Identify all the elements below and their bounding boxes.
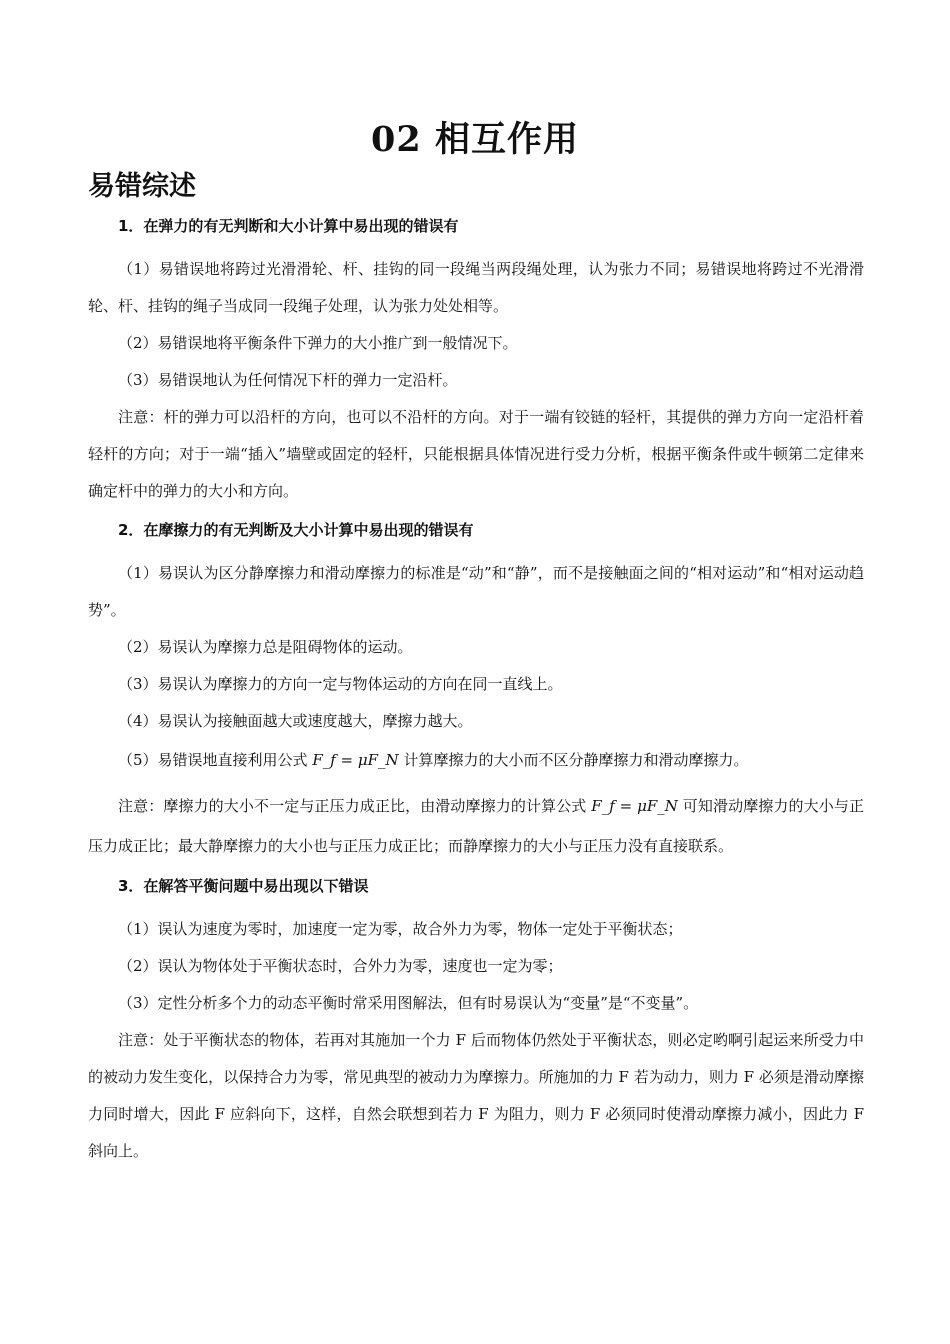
section-heading: 易错综述 bbox=[88, 171, 196, 202]
paragraph-text: 可知滑动摩擦力的大小与正压力成正比；最大静摩擦力的大小也与正压力成正比；而静摩擦力的大小与正压力没有直接联系。 bbox=[88, 797, 864, 855]
paragraph-text: 注意：摩擦力的大小不一定与正压力成正比，由滑动摩擦力的计算公式 bbox=[118, 797, 587, 815]
note-paragraph bbox=[88, 786, 864, 866]
page-title: 02 相互作用 bbox=[371, 119, 579, 160]
paragraph: （3）易错误地认为任何情况下杆的弹力一定沿杆。 bbox=[118, 371, 458, 389]
paragraph-text: （5）易错误地直接利用公式 bbox=[118, 751, 308, 769]
paragraph: （1）误认为速度为零时，加速度一定为零，故合外力为零，物体一定处于平衡状态； bbox=[118, 920, 683, 938]
paragraph-text: 计算摩擦力的大小而不区分静摩擦力和滑动摩擦力。 bbox=[403, 751, 749, 769]
document-body bbox=[88, 216, 864, 1170]
paragraph: （1）易错误地将跨过光滑滑轮、杆、挂钩的同一段绳当两段绳处理，认为张力不同；易错误地将跨过不光滑滑轮、杆、挂钩的绳子当成同一段绳子处理，认为张力处处相等。 bbox=[88, 260, 864, 315]
paragraph: （1）易误认为区分静摩擦力和滑动摩擦力的标准是“动”和“静”，而不是接触面之间的“相对运动”和“相对运动趋势”。 bbox=[88, 564, 864, 619]
heading-3: 3．在解答平衡问题中易出现以下错误 bbox=[118, 877, 369, 895]
paragraph-formula bbox=[88, 740, 864, 780]
paragraph: （3）定性分析多个力的动态平衡时常采用图解法，但有时易误认为“变量”是“不变量”。 bbox=[118, 994, 699, 1012]
paragraph: （2）易错误地将平衡条件下弹力的大小推广到一般情况下。 bbox=[118, 334, 518, 352]
paragraph: （4）易误认为接触面越大或速度越大，摩擦力越大。 bbox=[118, 712, 473, 730]
heading-1: 1．在弹力的有无判断和大小计算中易出现的错误有 bbox=[118, 217, 459, 235]
note-paragraph: 注意：杆的弹力可以沿杆的方向，也可以不沿杆的方向。对于一端有铰链的轻杆，其提供的弹力方向一定沿杆着轻杆的方向；对于一端“插入”墙壁或固定的轻杆，只能根据具体情况进行受力分析，根据平衡条件或牛顿第二定律来确定杆中的弹力的大小和方向。 bbox=[88, 408, 864, 500]
friction-formula: F_f = μF_N bbox=[312, 751, 399, 769]
friction-formula: F_f = μF_N bbox=[591, 797, 678, 815]
paragraph: （2）误认为物体处于平衡状态时，合外力为零，速度也一定为零； bbox=[118, 957, 563, 975]
paragraph: （2）易误认为摩擦力总是阻碍物体的运动。 bbox=[118, 638, 413, 656]
heading-2: 2．在摩擦力的有无判断及大小计算中易出现的错误有 bbox=[118, 521, 474, 539]
note-paragraph: 注意：处于平衡状态的物体，若再对其施加一个力 F 后而物体仍然处于平衡状态，则必定哟啊引起运来所受力中的被动力发生变化，以保持合力为零，常见典型的被动力为摩擦力。所施加的力 F 若为动力，则力 F 必须是滑动摩擦力同时增大，因此 F 应斜向下，这样，自然会联想到若力 F 为阻力，则力 F 必须同时使滑动摩擦力减小，因此力 F 斜向上。 bbox=[88, 1031, 864, 1160]
paragraph: （3）易误认为摩擦力的方向一定与物体运动的方向在同一直线上。 bbox=[118, 675, 563, 693]
